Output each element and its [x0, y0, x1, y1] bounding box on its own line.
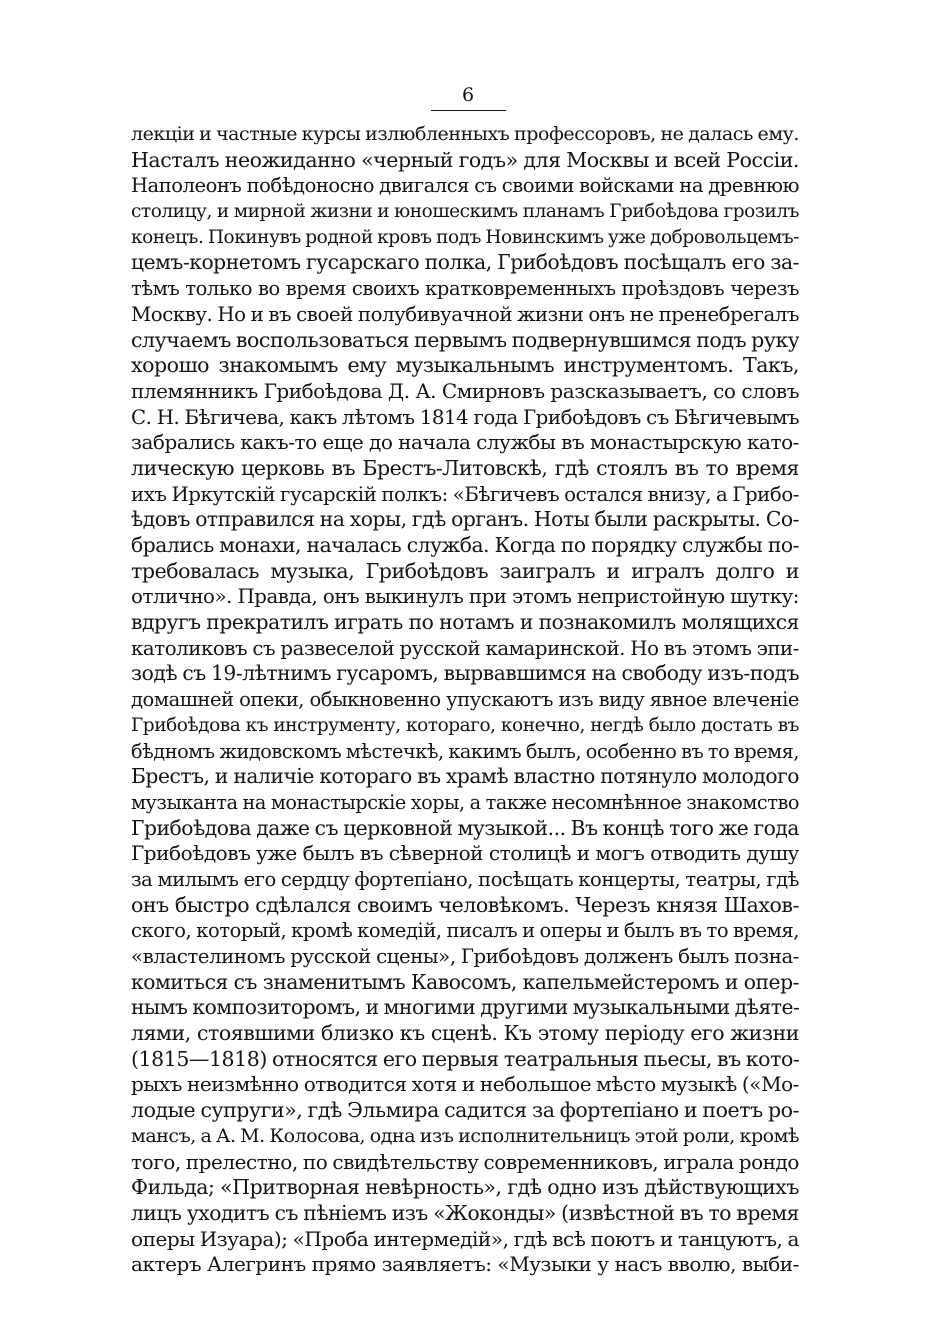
text-line: домашней опеки, обыкновенно упускаютъ изъ виду явное влеченіе [131, 688, 799, 712]
text-line: католиковъ съ развеселой русской камаринской. Но въ этомъ эпи- [131, 636, 799, 660]
text-line: цемъ-корнетомъ гусарскаго полка, Грибоѣдовъ посѣщалъ его за- [131, 250, 799, 275]
text-line: музыканта на монастырскіе хоры, а также несомнѣнное знакомство [131, 790, 799, 814]
page-number: 6 [461, 84, 475, 106]
text-line: ѣдовъ отправился на хоры, гдѣ органъ. Ноты были раскрыты. Со- [131, 507, 799, 532]
text-line: Брестъ, и наличіе котораго въ храмѣ властно потянуло молодого [131, 764, 799, 789]
text-line: ского, который, кромѣ комедій, писалъ и оперы и былъ въ то время, [131, 919, 799, 943]
header-rule [431, 110, 506, 111]
text-line: племянникъ Грибоѣдова Д. А. Смирновъ разсказываетъ, со словъ [131, 378, 799, 403]
text-line: Насталъ неожиданно «черный годъ» для Москвы и всей Россіи. [131, 147, 799, 172]
text-line: лицъ уходитъ съ пѣніемъ изъ «Жоконды» (извѣстной въ то время [131, 1200, 799, 1225]
text-line: «властелиномъ русской сцены», Грибоѣдовъ долженъ былъ позна- [131, 945, 799, 968]
text-line: лекціи и частные курсы излюбленныхъ профессоровъ, не далась ему. [131, 123, 799, 145]
text-line: бѣдномъ жидовскомъ мѣстечкѣ, какимъ былъ, особенно въ то время, [131, 739, 799, 763]
text-line: онъ быстро сдѣлался своимъ человѣкомъ. Черезъ князя Шахов- [131, 892, 799, 917]
text-line: рыхъ неизмѣнно отводится хотя и небольшое мѣсто музыкѣ («Мо- [131, 1072, 799, 1097]
text-line: Москву. Но и въ своей полубивуачной жизни онъ не пренебрегалъ [131, 302, 799, 326]
text-line: Фильда; «Притворная невѣрность», гдѣ одно изъ дѣйствующихъ [131, 1175, 799, 1200]
text-line: за милымъ его сердцу фортепіано, посѣщать концерты, театры, гдѣ [131, 867, 799, 891]
text-line: отлично». Правда, онъ выкинулъ при этомъ непристойную шутку: [131, 585, 799, 609]
text-line: того, прелестно, по свидѣтельству современниковъ, играла рондо [131, 1149, 799, 1174]
text-line: требовалась музыка, Грибоѣдовъ заигралъ и игралъ долго и [131, 558, 799, 583]
text-line: лодые супруги», гдѣ Эльмира садится за фортепіано и поетъ ро- [131, 1098, 799, 1123]
text-line: столицу, и мирной жизни и юношескимъ планамъ Грибоѣдова грозилъ [131, 201, 799, 223]
text-line: зодѣ съ 19-лѣтнимъ гусаромъ, вырвавшимся на свободу изъ-подъ [131, 661, 799, 686]
text-line: лями, стоявшими близко къ сценѣ. Къ этому періоду его жизни [131, 1021, 799, 1046]
text-line: Грибоѣдова къ инструменту, котораго, конечно, негдѣ было достать въ [131, 714, 799, 736]
text-line: нымъ композиторомъ, и многими другими музыкальными дѣяте- [131, 995, 799, 1020]
text-line: случаемъ воспользоваться первымъ подвернувшимся подъ руку [131, 327, 799, 352]
text-line: конецъ. Покинувъ родной кровъ подъ Новинскимъ уже добровольцемъ- [131, 226, 799, 248]
text-line: Грибоѣдова даже съ церковной музыкой... Въ концѣ того же года [131, 815, 799, 840]
text-line: лическую церковь въ Брестъ-Литовскѣ, гдѣ стоялъ въ то время [131, 455, 799, 480]
body-text [131, 122, 799, 1278]
text-line: ихъ Иркутскій гусарскій полкъ: «Бѣгичевъ остался внизу, а Грибо- [131, 482, 799, 506]
text-line: тѣмъ только во время своихъ кратковременныхъ проѣздовъ черезъ [131, 277, 799, 301]
text-line: оперы Изуара); «Проба интермедій», гдѣ всѣ поютъ и танцуютъ, а [131, 1226, 799, 1251]
text-line: хорошо знакомымъ ему музыкальнымъ инструментомъ. Такъ, [131, 353, 799, 378]
text-line: (1815—1818) относятся его первыя театральныя пьесы, въ кото- [131, 1046, 799, 1071]
text-line: брались монахи, началась служба. Когда по порядку службы по- [131, 533, 799, 557]
text-line: актеръ Алегринъ прямо заявляетъ: «Музыки у насъ вволю, выби- [131, 1252, 799, 1277]
text-line: Наполеонъ побѣдоносно двигался съ своими войсками на древнюю [131, 174, 799, 198]
text-line: С. Н. Бѣгичева, какъ лѣтомъ 1814 года Грибоѣдовъ съ Бѣгичевымъ [131, 405, 799, 429]
text-line: забрались какъ-то еще до начала службы въ монастырскую като- [131, 430, 799, 455]
text-line: комиться съ знаменитымъ Кавосомъ, капельмейстеромъ и опер- [131, 969, 799, 994]
text-line: мансъ, а А. М. Колосова, одна изъ исполнительницъ этой роли, кромѣ [131, 1124, 799, 1147]
text-line: Грибоѣдовъ уже былъ въ сѣверной столицѣ и могъ отводить душу [131, 841, 799, 866]
text-line: вдругъ прекратилъ играть по нотамъ и познакомилъ молящихся [131, 610, 799, 635]
